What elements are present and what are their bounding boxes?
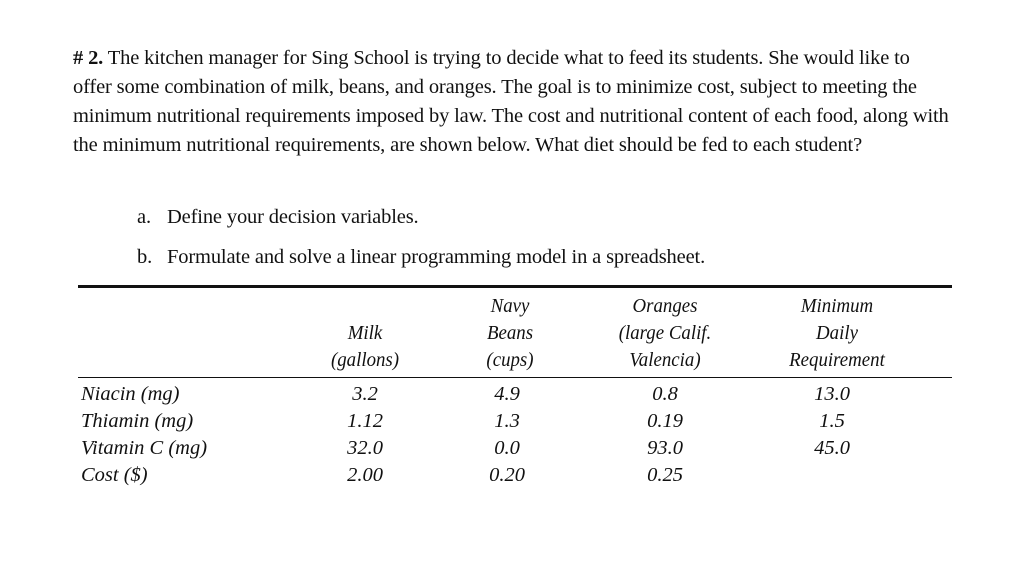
task-a: [137, 203, 419, 232]
header-oranges-line1: Oranges: [632, 295, 698, 317]
cell-cost-oranges: 0.25: [647, 464, 683, 486]
problem-text: The kitchen manager for Sing School is trying to decide what to feed its students. She would like to offer some combination of milk, beans, and oranges. The goal is to minimize cost, subject to meeting the minimum nutritional requirements imposed by law. The cost and nutritional content of each food, along with the minimum nutritional requirements, are shown below. What diet should be fed to each student?: [73, 47, 949, 156]
task-b-text: Formulate and solve a linear programming model in a spreadsheet.: [167, 246, 706, 268]
header-oranges-line3: Valencia): [629, 349, 701, 371]
cell-niacin-minimum: 13.0: [814, 383, 850, 405]
header-milk-line2: Milk: [347, 322, 383, 344]
header-milk: [305, 293, 425, 374]
header-beans-line3: (cups): [486, 349, 534, 371]
cell-niacin-beans: 4.9: [494, 383, 520, 405]
problem-number: # 2.: [73, 47, 104, 69]
header-minimum: [768, 293, 906, 374]
cell-cost-milk: 2.00: [347, 464, 383, 486]
row-label-thiamin: Thiamin (mg): [81, 410, 194, 432]
header-minimum-line3: Requirement: [789, 349, 885, 371]
cell-vitamin-c-minimum: 45.0: [814, 437, 850, 459]
task-a-letter: a.: [137, 206, 151, 228]
row-label-vitamin-c: Vitamin C (mg): [81, 437, 208, 459]
header-beans-line1: Navy: [490, 295, 530, 317]
header-milk-line3: (gallons): [330, 349, 400, 371]
header-minimum-line2: Daily: [816, 322, 858, 344]
task-b: [137, 243, 705, 272]
problem-statement: [73, 44, 953, 160]
task-b-letter: b.: [137, 246, 153, 268]
header-oranges-line2: (large Calif.: [618, 322, 712, 344]
table-header-rule: [78, 377, 952, 378]
cell-cost-beans: 0.20: [489, 464, 525, 486]
header-oranges: [596, 293, 734, 374]
cell-thiamin-beans: 1.3: [494, 410, 520, 432]
cell-vitamin-c-beans: 0.0: [494, 437, 520, 459]
header-milk-line1: [305, 293, 425, 320]
header-beans-line2: Beans: [486, 322, 534, 344]
cell-niacin-oranges: 0.8: [652, 383, 678, 405]
row-label-cost: Cost ($): [81, 464, 148, 486]
cell-thiamin-oranges: 0.19: [647, 410, 683, 432]
cell-niacin-milk: 3.2: [352, 383, 378, 405]
cell-thiamin-milk: 1.12: [347, 410, 383, 432]
table-top-rule: [78, 285, 952, 288]
row-label-niacin: Niacin (mg): [81, 383, 180, 405]
header-minimum-line1: Minimum: [800, 295, 874, 317]
cell-vitamin-c-milk: 32.0: [347, 437, 383, 459]
header-beans: [450, 293, 570, 374]
task-a-text: Define your decision variables.: [167, 206, 419, 228]
cell-vitamin-c-oranges: 93.0: [647, 437, 683, 459]
cell-thiamin-minimum: 1.5: [819, 410, 845, 432]
